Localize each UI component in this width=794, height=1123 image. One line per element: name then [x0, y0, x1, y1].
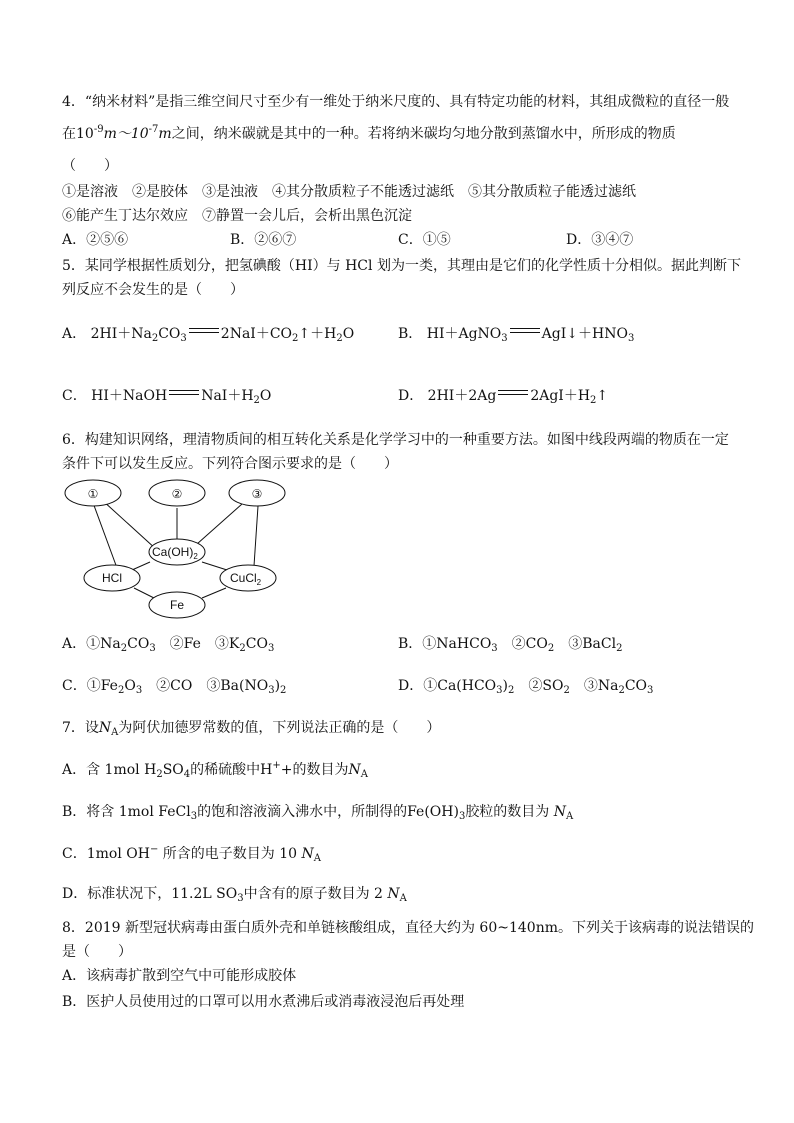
node-2-label: ② — [171, 487, 183, 501]
q5-c-label: C． — [62, 388, 87, 404]
q5-option-d: D． 2HI＋2Ag $2AgI+H_2↑$ — [398, 388, 609, 406]
q5-option-c: C． HI＋NaOH $NaI+H_2O$ — [62, 388, 272, 406]
edge-1-caoh2 — [102, 500, 157, 550]
q7-option-d: D．标准状况下，11.2L $SO_3$中含有的原子数目为 2 $N_A$ — [62, 886, 407, 904]
q7-d-mid: 中含有的原子数目为 2 — [243, 886, 383, 902]
q8-stem-line1: 8．2019 新型冠状病毒由蛋白质外壳和单链核酸组成，直径大约为 60~140nm。下列关于该病毒的说法错误的 — [62, 920, 754, 936]
q4-range-b-exp: -7 — [148, 124, 159, 135]
q8-stem-line2: 是（ ） — [62, 944, 132, 960]
q4-stem-pre: 在 — [62, 126, 76, 142]
q7-stem: 7．设$N_A$为阿伏加德罗常数的值，下列说法正确的是（ ） — [62, 720, 441, 738]
q5-stem-line2: 列反应不会发生的是（ ） — [62, 282, 244, 298]
q5-option-b: B． HI＋AgNO$_3$ $AgI↓+HNO_3$ — [398, 326, 635, 344]
edge-3-cucl2 — [254, 506, 258, 566]
q4-stem-line1: 4．“纳米材料”是指三维空间尺寸至少有一维处于纳米尺度的、具有特定功能的材料，其组成微粒的直径一般 — [62, 94, 730, 110]
q8-option-a: A．该病毒扩散到空气中可能形成胶体 — [62, 968, 297, 984]
edge-3-caoh2 — [197, 504, 242, 544]
q4-stem-post: 之间，纳米碳就是其中的一种。若将纳米碳均匀地分散到蒸馏水中，所形成的物质 — [171, 126, 676, 142]
q4-range-a: 10 — [76, 126, 94, 142]
edge-caoh2-hcl — [132, 562, 150, 570]
node-hcl-label: HCl — [102, 571, 122, 585]
q4-unit-1: m～10 — [103, 126, 149, 142]
q7-stem-pre: 7．设 — [62, 720, 99, 736]
q7-stem-post: 为阿伏加德罗常数的值，下列说法正确的是（ ） — [118, 720, 441, 736]
edge-cucl2-fe — [202, 588, 226, 598]
q4-unit-2: m — [158, 126, 172, 142]
q6-d-label: D． — [398, 678, 424, 694]
q4-range-a-exp: -9 — [93, 124, 104, 135]
q4-answer-blank: （ ） — [62, 158, 118, 174]
q4-option-c: C．①⑤ — [398, 232, 451, 248]
node-1-label: ① — [87, 487, 99, 501]
q6-c-label: C． — [62, 678, 87, 694]
edge-hcl-fe — [134, 588, 154, 598]
q6-option-d: D．$①Ca(HCO_3)_2$ $②SO_2$ $③Na_2CO_3$ — [398, 678, 654, 696]
q6-option-a: A．$①Na_2CO_3$ ②Fe $③K_2CO_3$ — [62, 636, 275, 654]
q7-b-post: 胶粒的数目为 — [465, 804, 550, 820]
q7-a-post: +的数目为 — [280, 762, 349, 778]
q7-b-mid: 的饱和溶液滴入沸水中，所制得的 — [197, 804, 408, 820]
q7-b-pre: B．将含 1mol — [62, 804, 159, 820]
q7-a-pre: A．含 1mol — [62, 762, 145, 778]
q5-option-a: A． $2HI+Na_2CO_3$ $2NaI+CO_2↑+H_2O$ — [62, 326, 355, 344]
reaction-network-diagram — [62, 478, 292, 624]
q6-a-label: A． — [62, 636, 87, 652]
q7-c-mid: 所含的电子数目为 10 — [162, 846, 298, 862]
q6-b-label: B． — [398, 636, 423, 652]
q7-d-pre: D．标准状况下，11.2L — [62, 886, 217, 902]
q5-b-label: B． — [398, 326, 423, 342]
q5-d-label: D． — [398, 388, 424, 404]
q4-option-a: A．②⑤⑥ — [62, 232, 129, 248]
q4-option-d: D．③④⑦ — [566, 232, 634, 248]
q5-a-label: A． — [62, 326, 87, 342]
node-cucl2-label: CuCl$_2$ — [230, 571, 262, 587]
q6-stem-line2: 条件下可以发生反应。下列符合图示要求的是（ ） — [62, 456, 398, 472]
node-3-label: ③ — [251, 487, 263, 501]
node-fe-label: Fe — [169, 598, 185, 612]
q4-stem-line2 — [62, 124, 676, 144]
q6-stem-line1: 6．构建知识网络，理清物质间的相互转化关系是化学学习中的一种重要方法。如图中线段两端的物质在一定 — [62, 432, 729, 448]
q7-option-a: A．含 1mol $H_2SO_4$的稀硫酸中H++的数目为$N_A$ — [62, 760, 368, 780]
edge-caoh2-cucl2 — [202, 562, 227, 570]
q7-option-c: C．1mol OH− 所含的电子数目为 10 $N_A$ — [62, 844, 321, 864]
q6-option-c: C．$①Fe_2O_3$ ②CO $③Ba(NO_3)_2$ — [62, 678, 287, 696]
q5-stem-line1: 5．某同学根据性质划分，把氢碘酸（HI）与 HCl 划为一类，其理由是它们的化学性质十分相似。据此判断下 — [62, 258, 741, 274]
q8-option-b: B．医护人员使用过的口罩可以用水煮沸后或消毒液浸泡后再处理 — [62, 994, 465, 1010]
q6-option-b: B．①NaHCO$_3$ $②CO_2$ ③BaCl$_2$ — [398, 636, 623, 654]
q7-option-b: B．将含 1mol FeCl$_3$的饱和溶液滴入沸水中，所制得的$Fe(OH)_3$胶粒的数目为 $N_A$ — [62, 804, 574, 822]
node-caoh2-label: $Ca(OH)_2$ — [152, 545, 198, 561]
q7-a-mid: 的稀硫酸中 — [190, 762, 261, 778]
q7-c-pre: C．1mol — [62, 846, 127, 862]
q4-statements-line2: ⑥能产生丁达尔效应 ⑦静置一会儿后，会析出黑色沉淀 — [62, 208, 412, 224]
q4-option-b: B．②⑥⑦ — [230, 232, 297, 248]
q4-statements-line1: ①是溶液 ②是胶体 ③是浊液 ④其分散质粒子不能透过滤纸 ⑤其分散质粒子能透过滤纸 — [62, 184, 636, 200]
